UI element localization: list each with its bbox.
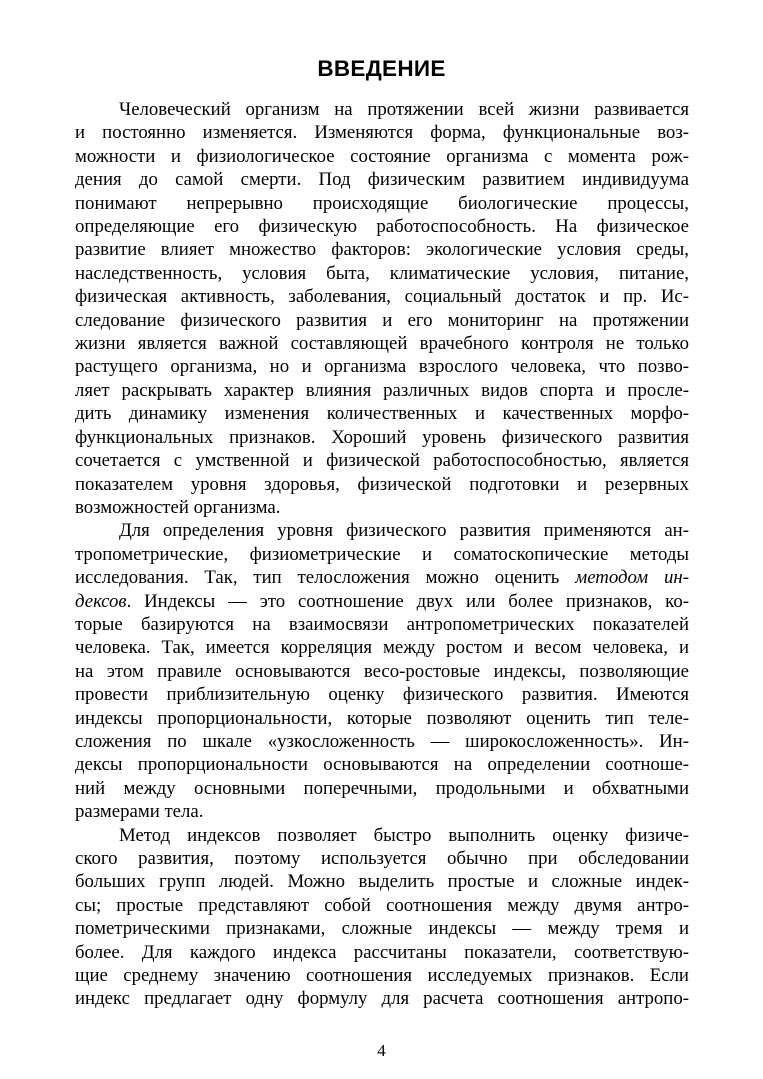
text-line: физическая активность, заболевания, социальный достаток и пр. Ис- [75,286,689,308]
text-line: пометрическими признаками, сложные индексы — между тремя и [75,918,689,940]
text-line: можности и физиологическое состояние организма с момента рож- [75,145,689,167]
text-line: развитие влияет множество факторов: экологические условия среды, [75,239,689,261]
text-line: размерами тела. [75,801,204,823]
text-line: Метод индексов позволяет быстро выполнить оценку физиче- [119,824,689,846]
page-title: ВВЕДЕНИЕ [317,56,446,81]
text-line: показателем уровня здоровья, физической подготовки и резервных [75,473,689,495]
text-segment: исследования. Так, тип телосложения можно оценить [75,567,576,589]
text-line: ского развития, поэтому используется обычно при обследовании [75,848,689,869]
text-line: сы; простые представляют собой соотношения между двумя антро- [75,894,689,916]
text-line: индекс предлагает одну формулу для расчета соотношения антропо- [75,988,689,1010]
text-line: сложения по шкале «узкосложенность — широкосложенность». Ин- [75,730,689,752]
text-line: следование физического развития и его мониторинг на протяжении [75,309,689,331]
text-line: Для определения уровня физического развития применяются ан- [119,520,689,542]
text-line [75,566,689,589]
text-line: более. Для каждого индекса рассчитаны показатели, соответствую- [75,941,689,963]
text-line: жизни является важной составляющей врачебного контроля не только [75,333,689,355]
paragraph-2 [75,519,689,823]
text-line: сочетается с умственной и физической работоспособностью, является [75,450,689,472]
text-line: наследственность, условия быта, климатические условия, питание, [75,262,689,284]
text-line: Человеческий организм на протяжении всей жизни развивается [119,99,689,120]
paragraph-3 [75,824,689,1011]
text-line: индексы пропорциональности, которые позволяют оценить тип теле- [75,707,689,729]
text-line [75,590,689,613]
body-text [75,98,689,1011]
text-line: больших групп людей. Можно выделить простые и сложные индек- [75,871,689,893]
text-segment: . Индексы — это соотношение двух или более признаков, ко- [126,590,689,612]
text-line: тропометрические, физиометрические и соматоскопические методы [75,543,689,565]
text-line: торые базируются на взаимосвязи антропометрических показателей [75,613,689,635]
text-line: определяющие его физическую работоспособность. На физическое [75,216,689,238]
text-line: человека. Так, имеется корреляция между ростом и весом человека, и [75,637,689,659]
text-line: ляет раскрывать характер влияния различных видов спорта и просле- [75,379,689,401]
text-line: понимают непрерывно происходящие биологические процессы, [75,192,689,214]
text-line: дения до самой смерти. Под физическим развитием индивидуума [75,169,689,191]
text-line: растущего организма, но и организма взрослого человека, что позво- [75,356,689,378]
text-line: ний между основными поперечными, продольными и обхватными [75,777,689,799]
text-line: дексы пропорциональности основываются на определении соотноше- [75,754,689,776]
italic-term: дексов [75,590,127,612]
italic-term: методом ин- [575,567,689,589]
text-line: возможностей организма. [75,496,281,518]
text-line: и постоянно изменяется. Изменяются форма, функциональные воз- [75,122,689,144]
text-line: на этом правиле основываются весо-ростовые индексы, позволяющие [75,660,689,682]
text-line: дить динамику изменения количественных и качественных морфо- [75,403,689,425]
page-number: 4 [377,1041,386,1060]
text-line: щие среднему значению соотношения исследуемых признаков. Если [75,965,689,987]
text-line: функциональных признаков. Хороший уровень физического развития [75,426,689,448]
text-line: провести приблизительную оценку физического развития. Имеются [75,684,689,706]
paragraph-1 [75,98,689,519]
